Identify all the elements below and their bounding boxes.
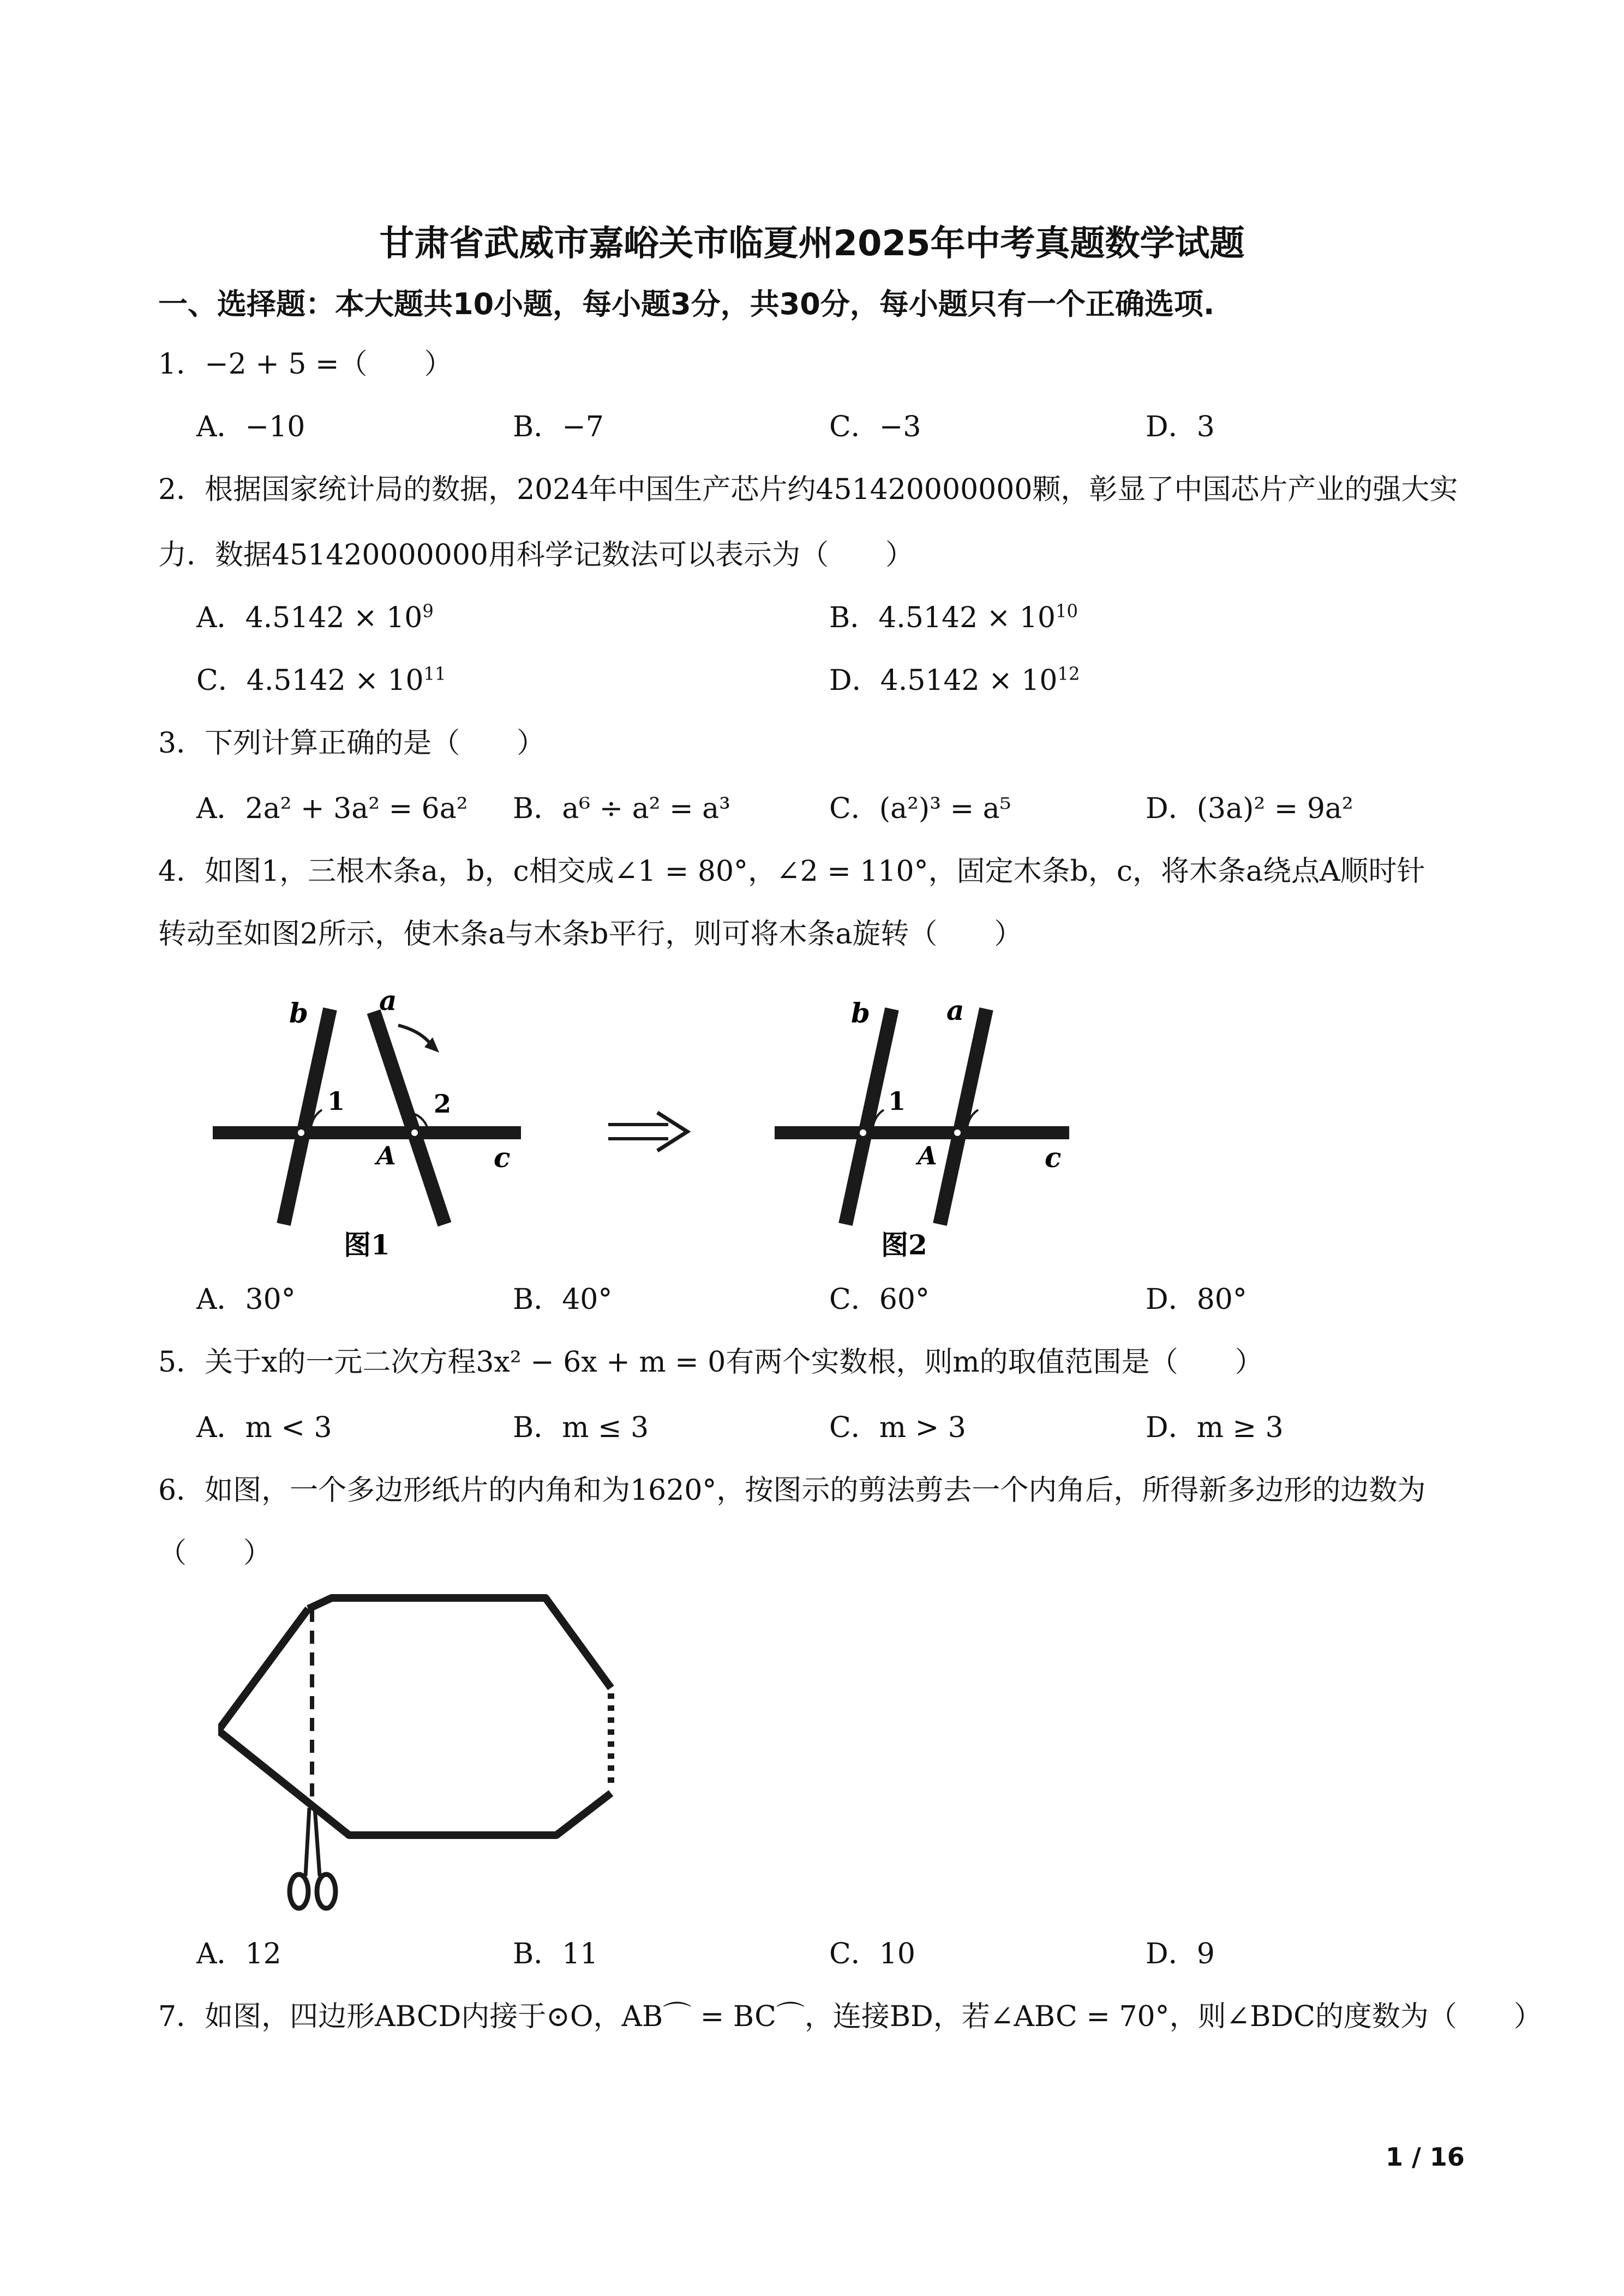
question-5-stem: 5．关于x的一元二次方程3x² − 6x + m = 0有两个实数根，则m的取值范围是（ ）: [158, 1346, 1263, 1379]
polygon-edges: [218, 1609, 611, 1835]
option-a: A．12: [196, 1938, 281, 1970]
option-d: D．(3a)² = 9a²: [1146, 792, 1353, 825]
label-a: a: [379, 984, 397, 1017]
stick-a: [940, 1009, 986, 1224]
figure-2-caption: 图2: [881, 1229, 927, 1261]
label-b: b: [851, 997, 870, 1029]
polygon-edges-top: [308, 1598, 611, 1688]
question-6-stem-line2: （ ）: [158, 1537, 272, 1570]
label-c: c: [1045, 1141, 1062, 1174]
intersection-point: [860, 1129, 866, 1136]
option-d: D．80°: [1146, 1283, 1247, 1316]
section-heading: 一、选择题：本大题共10小题，每小题3分，共30分，每小题只有一个正确选项.: [158, 287, 1215, 321]
point-A: [411, 1129, 418, 1136]
option-b: B．$4.5142 \times 10^{10}$: [829, 600, 1078, 634]
option-c: C．60°: [829, 1283, 930, 1316]
question-3-stem: 3．下列计算正确的是（ ）: [158, 727, 546, 760]
option-d: D．m ≥ 3: [1146, 1411, 1284, 1444]
question-7-stem: 7．如图，四边形ABCD内接于⊙O，AB⌒ = BC⌒，连接BD，若∠ABC = 70°，则∠BDC的度数为（ ）: [158, 2000, 1542, 2033]
option-d: D．9: [1146, 1938, 1215, 1970]
page-title: 甘肃省武威市嘉峪关市临夏州2025年中考真题数学试题: [379, 224, 1245, 264]
point-A: [954, 1129, 961, 1136]
question-4-stem-line2: 转动至如图2所示，使木条a与木条b平行，则可将木条a旋转（ ）: [158, 918, 1023, 951]
question-4-stem-line1: 4．如图1，三根木条a，b，c相交成∠1 = 80°，∠2 = 110°，固定木条b，c，将木条a绕点A顺时针: [158, 855, 1425, 888]
angle-1-label: 1: [327, 1086, 345, 1116]
question-4-figure: [196, 976, 1124, 1282]
label-a: a: [946, 994, 964, 1026]
option-a: A．2a² + 3a² = 6a²: [196, 792, 468, 825]
angle-2-label: 2: [434, 1089, 452, 1119]
label-point-A: A: [376, 1141, 396, 1170]
intersection-point: [298, 1129, 304, 1136]
question-6-stem-line1: 6．如图，一个多边形纸片的内角和为1620°，按图示的剪法剪去一个内角后，所得新多边形的边数为: [158, 1474, 1426, 1507]
double-arrow-icon: [608, 1113, 687, 1151]
figure-1: [213, 984, 521, 1261]
option-a: A．30°: [196, 1283, 296, 1316]
figure-2: [775, 994, 1069, 1261]
angle-1-label: 1: [888, 1086, 906, 1116]
stick-b: [284, 1009, 330, 1224]
option-a: A．$4.5142 \times 10^9$: [196, 600, 434, 634]
option-c: C．m > 3: [829, 1411, 966, 1444]
option-c: C．10: [829, 1938, 915, 1970]
option-c: C．$4.5142 \times 10^{11}$: [196, 663, 446, 697]
option-d: D．$4.5142 \times 10^{12}$: [829, 663, 1080, 697]
question-6-figure: [218, 1592, 655, 1920]
stick-b: [846, 1009, 892, 1224]
option-b: B．−7: [513, 411, 604, 443]
question-2-stem-line2: 力．数据451420000000用科学记数法可以表示为（ ）: [158, 539, 914, 572]
option-c: C．−3: [829, 411, 921, 443]
question-1-stem: 1．−2 + 5 =（ ）: [158, 348, 453, 381]
option-a: A．−10: [196, 411, 305, 443]
figure-1-caption: 图1: [344, 1229, 390, 1261]
option-b: B．11: [513, 1938, 598, 1970]
option-b: B．m ≤ 3: [513, 1411, 649, 1444]
label-b: b: [289, 997, 308, 1029]
option-c: C．(a²)³ = a⁵: [829, 792, 1011, 825]
page-number: 1 / 16: [1386, 2142, 1465, 2172]
option-b: B．a⁶ ÷ a² = a³: [513, 792, 731, 825]
option-a: A．m < 3: [196, 1411, 332, 1444]
label-c: c: [494, 1141, 511, 1174]
rotation-arrow: [398, 1025, 431, 1044]
option-d: D．3: [1146, 411, 1215, 443]
question-2-stem-line1: 2．根据国家统计局的数据，2024年中国生产芯片约451420000000颗，彰显了中国芯片产业的强大实: [158, 473, 1458, 506]
label-point-A: A: [918, 1141, 937, 1170]
option-b: B．40°: [513, 1283, 613, 1316]
